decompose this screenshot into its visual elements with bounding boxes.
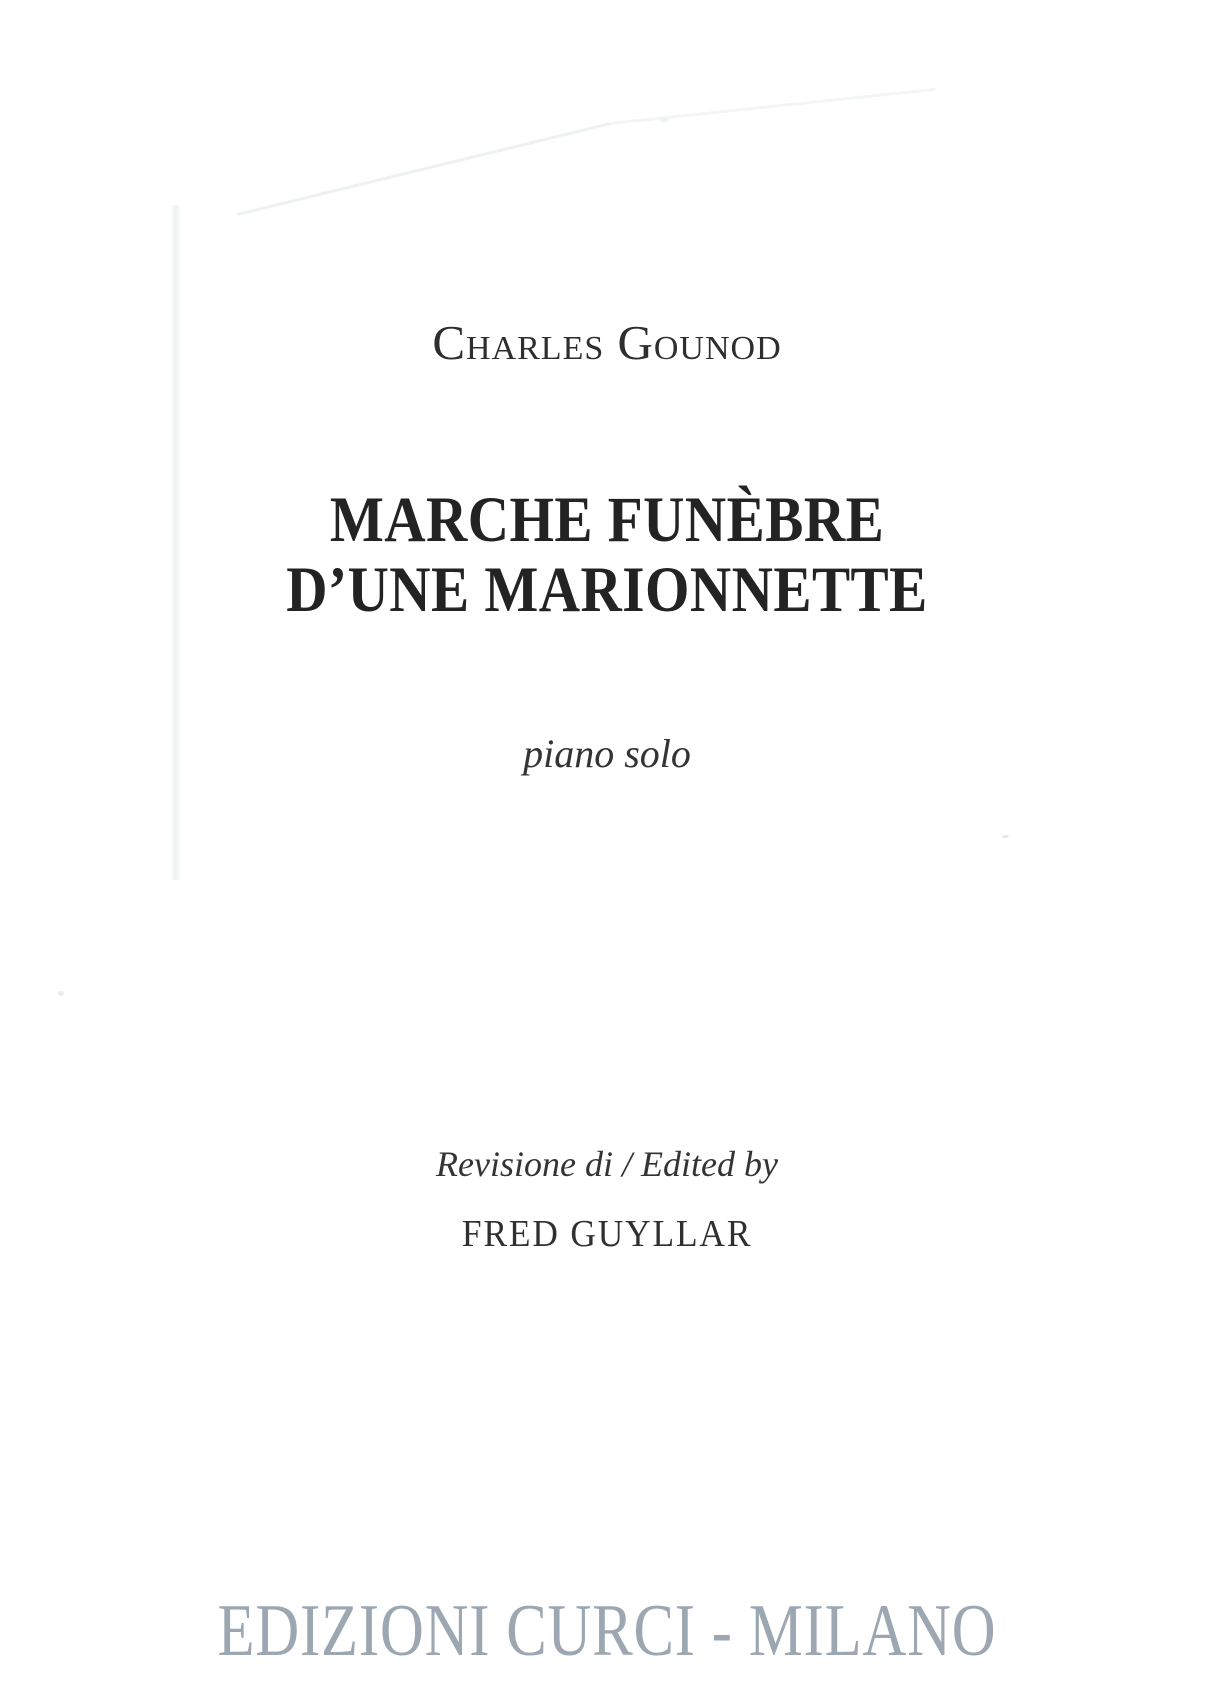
work-title-line-1: MARCHE FUNÈBRE bbox=[329, 484, 885, 556]
scan-speck-top bbox=[660, 118, 669, 122]
publisher-footer bbox=[0, 1591, 1214, 1671]
composer-name: Charles Gounod bbox=[432, 315, 782, 370]
instrumentation-subtitle: piano solo bbox=[523, 731, 691, 776]
editor-name bbox=[0, 1211, 1214, 1257]
scan-crease-artifact bbox=[237, 122, 612, 216]
editor-credit-label: Revisione di / Edited by bbox=[436, 1144, 778, 1184]
work-title-line-2: D’UNE MARIONNETTE bbox=[286, 554, 928, 626]
editor-name-text: FRED GUYLLAR bbox=[461, 1213, 753, 1255]
scan-speck-left bbox=[58, 991, 64, 996]
scan-crease-artifact-2 bbox=[610, 88, 936, 125]
work-title bbox=[0, 485, 1214, 625]
scan-speck-right bbox=[1002, 835, 1009, 838]
publisher-footer-text: EDIZIONI CURCI - MILANO bbox=[217, 1590, 997, 1672]
